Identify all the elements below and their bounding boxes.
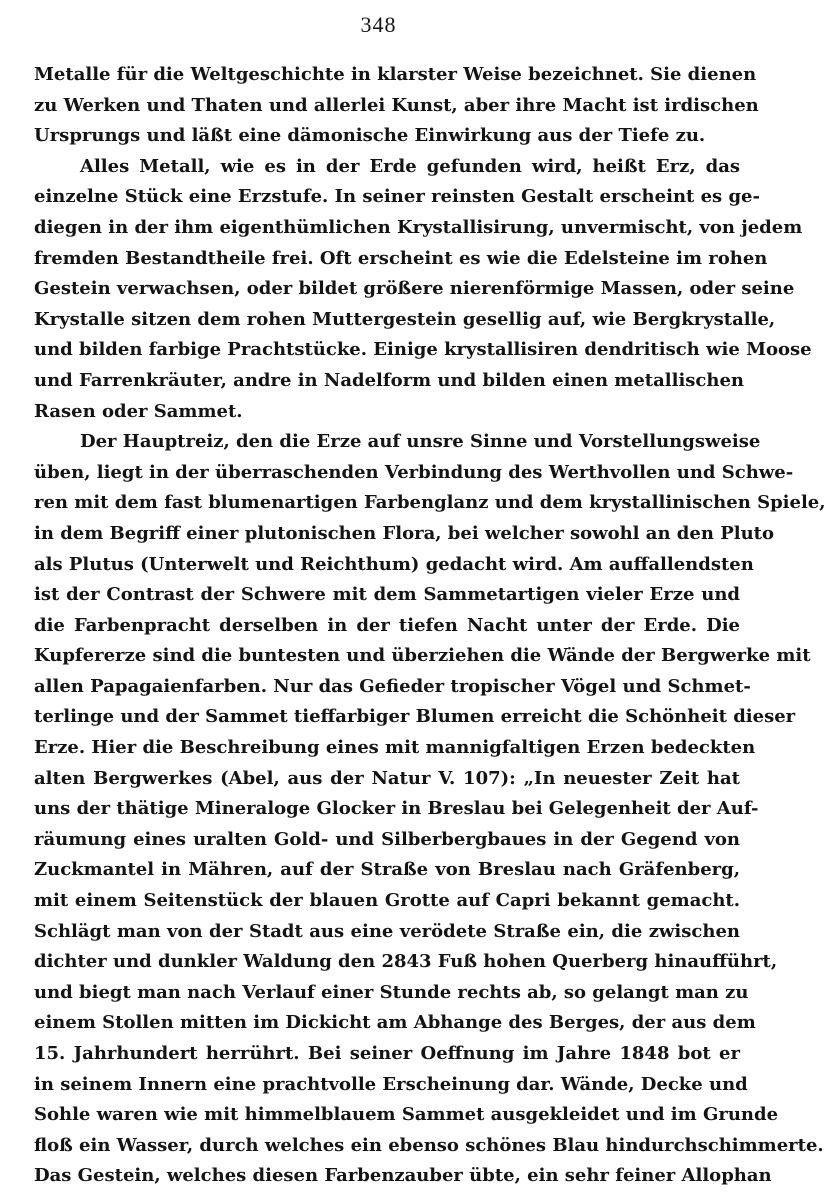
text-line: Krystalle sitzen dem rohen Muttergestein gesellig auf, wie Bergkrystalle, bbox=[34, 308, 776, 330]
text-line: 15. Jahrhundert herrührt. Bei seiner Oeffnung im Jahre 1848 bot er bbox=[34, 1043, 740, 1064]
body-text bbox=[34, 60, 826, 1192]
text-line: in seinem Innern eine prachtvolle Erscheinung dar. Wände, Decke und bbox=[34, 1073, 748, 1095]
text-line: in dem Begriff einer plutonischen Flora, bei welcher sowohl an den Pluto bbox=[34, 522, 774, 544]
text-line: zu Werken und Thaten und allerlei Kunst, aber ihre Macht ist irdischen bbox=[34, 94, 759, 116]
text-line: und Farrenkräuter, andre in Nadelform und bilden einen metallischen bbox=[34, 369, 745, 391]
text-line: räumung eines uralten Gold- und Silberbergbaues in der Gegend von bbox=[34, 828, 740, 850]
text-line: ist der Contrast der Schwere mit dem Sammetartigen vieler Erze und bbox=[34, 584, 740, 606]
text-line: Zuckmantel in Mähren, auf der Straße von Breslau nach Gräfenberg, bbox=[34, 859, 740, 881]
text-line: Das Gestein, welches diesen Farbenzauber übte, ein sehr feiner Allophan bbox=[34, 1165, 772, 1187]
text-line: Alles Metall, wie es in der Erde gefunden wird, heißt Erz, das bbox=[80, 155, 740, 177]
text-line: mit einem Seitenstück der blauen Grotte auf Capri bekannt gemacht. bbox=[34, 890, 740, 912]
text-line: uns der thätige Mineraloge Glocker in Breslau bei Gelegenheit der Auf- bbox=[34, 798, 759, 820]
text-line: als Plutus (Unterwelt und Reichthum) gedacht wird. Am auffallendsten bbox=[34, 553, 754, 575]
page-number: 348 bbox=[360, 12, 397, 37]
text-line: Erze. Hier die Beschreibung eines mit mannigfaltigen Erzen bedeckten bbox=[34, 737, 756, 759]
text-line: diegen in der ihm eigenthümlichen Krystallisirung, unvermischt, von jedem bbox=[34, 216, 803, 238]
text-line: Gestein verwachsen, oder bildet größere nierenförmige Massen, oder seine bbox=[34, 278, 795, 300]
text-line: und bilden farbige Prachtstücke. Einige krystallisiren dendritisch wie Moose bbox=[34, 339, 812, 361]
text-line: Metalle für die Weltgeschichte in klarster Weise bezeichnet. Sie dienen bbox=[34, 64, 757, 85]
text-line: die Farbenpracht derselben in der tiefen Nacht unter der Erde. Die bbox=[34, 614, 740, 636]
text-line: ren mit dem fast blumenartigen Farbenglanz und dem krystallinischen Spiele, bbox=[34, 492, 826, 514]
text-line: alten Bergwerkes (Abel, aus der Natur V. 107): „In neuester Zeit hat bbox=[34, 767, 740, 789]
text-line: dichter und dunkler Waldung den 2843 Fuß hohen Querberg hinaufführt, bbox=[34, 951, 778, 973]
text-line: Ursprungs und läßt eine dämonische Einwirkung aus der Tiefe zu. bbox=[34, 125, 706, 147]
text-line: einzelne Stück eine Erzstufe. In seiner reinsten Gestalt erscheint es ge- bbox=[34, 186, 760, 208]
text-line: floß ein Wasser, durch welches ein ebenso schönes Blau hindurchschimmerte. bbox=[34, 1134, 824, 1156]
text-line: und biegt man nach Verlauf einer Stunde rechts ab, so gelangt man zu bbox=[34, 981, 749, 1003]
text-line: Rasen oder Sammet. bbox=[34, 400, 243, 422]
text-line: terlinge und der Sammet tieffarbiger Blumen erreicht die Schönheit dieser bbox=[34, 706, 796, 728]
text-line: üben, liegt in der überraschenden Verbindung des Werthvollen und Schwe- bbox=[34, 461, 794, 483]
text-line: Schlägt man von der Stadt aus eine verödete Straße ein, die zwischen bbox=[34, 920, 740, 942]
text-line: einem Stollen mitten im Dickicht am Abhange des Berges, der aus dem bbox=[34, 1012, 756, 1034]
text-line: Kupfererze sind die buntesten und überziehen die Wände der Bergwerke mit bbox=[34, 645, 811, 667]
text-line: fremden Bestandtheile frei. Oft erscheint es wie die Edelsteine im rohen bbox=[34, 247, 768, 269]
text-line: allen Papagaienfarben. Nur das Gefieder tropischer Vögel und Schmet- bbox=[34, 675, 751, 697]
text-line: Der Hauptreiz, den die Erze auf unsre Sinne und Vorstellungsweise bbox=[80, 431, 761, 453]
text-line: Sohle waren wie mit himmelblauem Sammet ausgekleidet und im Grunde bbox=[34, 1104, 779, 1126]
